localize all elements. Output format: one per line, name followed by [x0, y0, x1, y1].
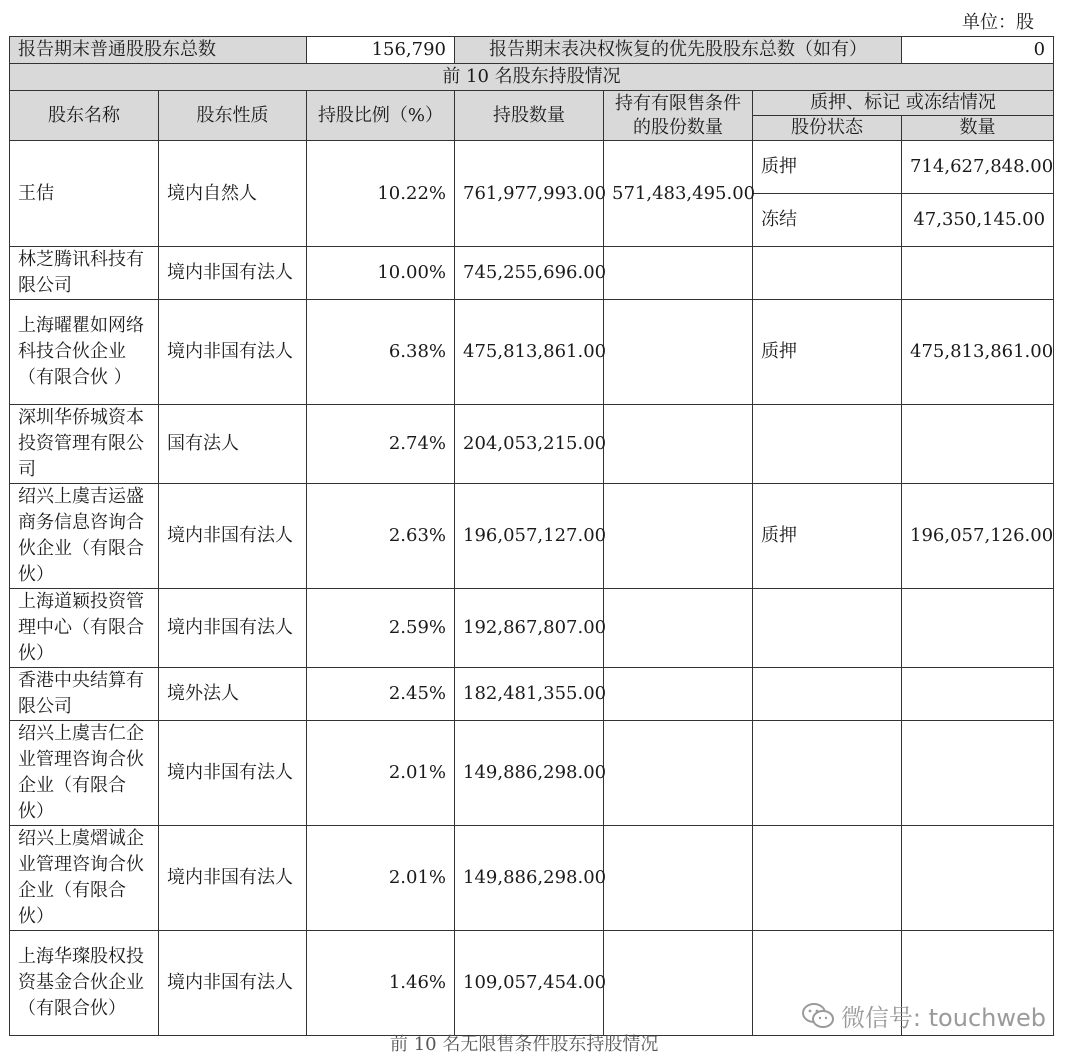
table-row [10, 721, 1054, 826]
shareholder-nature: 境内非国有法人 [159, 300, 307, 405]
common-holders-value: 156,790 [307, 37, 455, 64]
shareholder-nature: 境内自然人 [159, 141, 307, 247]
table-row [10, 247, 1054, 300]
restricted-shares [604, 721, 753, 826]
share-ratio: 10.22% [307, 141, 455, 247]
shareholder-nature: 境内非国有法人 [159, 484, 307, 589]
summary-row [10, 37, 1054, 64]
share-ratio: 2.45% [307, 668, 455, 721]
pledge-quantity: 47,350,145.00 [902, 194, 1054, 247]
shareholder-nature: 境内非国有法人 [159, 826, 307, 931]
restricted-shares [604, 300, 753, 405]
pledge-status [753, 405, 902, 484]
share-count: 745,255,696.00 [455, 247, 604, 300]
pledge-status [753, 589, 902, 668]
table-row [10, 484, 1054, 589]
share-ratio: 2.63% [307, 484, 455, 589]
table-row [10, 826, 1054, 931]
pledge-status: 质押 [753, 484, 902, 589]
shareholder-name: 林芝腾讯科技有限公司 [10, 247, 159, 300]
shareholder-nature: 境内非国有法人 [159, 721, 307, 826]
wechat-icon [801, 1002, 835, 1030]
shareholder-name: 上海华璨股权投资基金合伙企业（有限合伙） [10, 931, 159, 1036]
section-title-row [10, 64, 1054, 91]
shareholder-name: 上海道颖投资管理中心（有限合伙） [10, 589, 159, 668]
common-holders-label: 报告期末普通股股东总数 [10, 37, 307, 64]
shareholder-nature: 境外法人 [159, 668, 307, 721]
table-row [10, 589, 1054, 668]
shareholder-nature: 境内非国有法人 [159, 247, 307, 300]
header-shares: 持股数量 [455, 91, 604, 141]
restricted-shares [604, 826, 753, 931]
pledge-quantity [902, 589, 1054, 668]
header-nature: 股东性质 [159, 91, 307, 141]
share-count: 182,481,355.00 [455, 668, 604, 721]
header-ratio: 持股比例（%） [307, 91, 455, 141]
next-section-title-cut: 前 10 名无限售条件股东持股情况 [390, 1034, 659, 1055]
pledge-quantity: 475,813,861.00 [902, 300, 1054, 405]
shareholder-nature: 境内非国有法人 [159, 589, 307, 668]
share-count: 761,977,993.00 [455, 141, 604, 247]
restricted-shares [604, 668, 753, 721]
header-name: 股东名称 [10, 91, 159, 141]
table-row [10, 405, 1054, 484]
shareholder-name: 上海曜瞿如网络科技合伙企业（有限合伙 ） [10, 300, 159, 405]
pledge-quantity [902, 405, 1054, 484]
wechat-watermark [801, 998, 1046, 1033]
pledge-quantity: 714,627,848.00 [902, 141, 1054, 194]
watermark-text: 微信号: touchweb [840, 1004, 1046, 1032]
shareholder-nature: 境内非国有法人 [159, 931, 307, 1036]
pledge-status [753, 668, 902, 721]
pledge-status [753, 247, 902, 300]
shareholder-name: 绍兴上虞熠诚企业管理咨询合伙企业（有限合伙） [10, 826, 159, 931]
restricted-shares [604, 589, 753, 668]
pledge-status [753, 826, 902, 931]
restricted-shares [604, 405, 753, 484]
pledge-status: 质押 [753, 300, 902, 405]
shareholder-name: 绍兴上虞吉仁企业管理咨询合伙企业（有限合伙） [10, 721, 159, 826]
pledge-status: 质押 [753, 141, 902, 194]
share-ratio: 1.46% [307, 931, 455, 1036]
pledge-quantity: 196,057,126.00 [902, 484, 1054, 589]
share-ratio: 6.38% [307, 300, 455, 405]
table-row [10, 141, 1054, 194]
share-ratio: 2.59% [307, 589, 455, 668]
shareholder-name: 王佶 [10, 141, 159, 247]
share-count: 204,053,215.00 [455, 405, 604, 484]
restricted-shares [604, 484, 753, 589]
share-count: 192,867,807.00 [455, 589, 604, 668]
header-row [10, 91, 1054, 116]
header-restricted: 持有有限售条件的股份数量 [604, 91, 753, 141]
preferred-holders-value: 0 [902, 37, 1054, 64]
share-count: 109,057,454.00 [455, 931, 604, 1036]
share-ratio: 2.01% [307, 826, 455, 931]
share-count: 149,886,298.00 [455, 826, 604, 931]
restricted-shares [604, 931, 753, 1036]
pledge-status: 冻结 [753, 194, 902, 247]
shareholder-table [9, 36, 1054, 1036]
preferred-holders-label: 报告期末表决权恢复的优先股股东总数（如有） [455, 37, 902, 64]
table-row [10, 668, 1054, 721]
pledge-quantity [902, 247, 1054, 300]
restricted-shares [604, 247, 753, 300]
header-status: 股份状态 [753, 116, 902, 141]
restricted-shares: 571,483,495.00 [604, 141, 753, 247]
table-row [10, 300, 1054, 405]
shareholder-name: 绍兴上虞吉运盛商务信息咨询合伙企业（有限合伙） [10, 484, 159, 589]
section-title: 前 10 名股东持股情况 [10, 64, 1054, 91]
share-count: 196,057,127.00 [455, 484, 604, 589]
header-quantity: 数量 [902, 116, 1054, 141]
shareholder-nature: 国有法人 [159, 405, 307, 484]
share-ratio: 10.00% [307, 247, 455, 300]
shareholder-name: 香港中央结算有限公司 [10, 668, 159, 721]
share-count: 149,886,298.00 [455, 721, 604, 826]
pledge-quantity [902, 668, 1054, 721]
pledge-status [753, 721, 902, 826]
share-ratio: 2.01% [307, 721, 455, 826]
share-ratio: 2.74% [307, 405, 455, 484]
header-pledge-group: 质押、标记 或冻结情况 [753, 91, 1054, 116]
unit-label: 单位：股 [962, 12, 1034, 33]
shareholder-name: 深圳华侨城资本投资管理有限公司 [10, 405, 159, 484]
share-count: 475,813,861.00 [455, 300, 604, 405]
pledge-quantity [902, 721, 1054, 826]
pledge-quantity [902, 826, 1054, 931]
